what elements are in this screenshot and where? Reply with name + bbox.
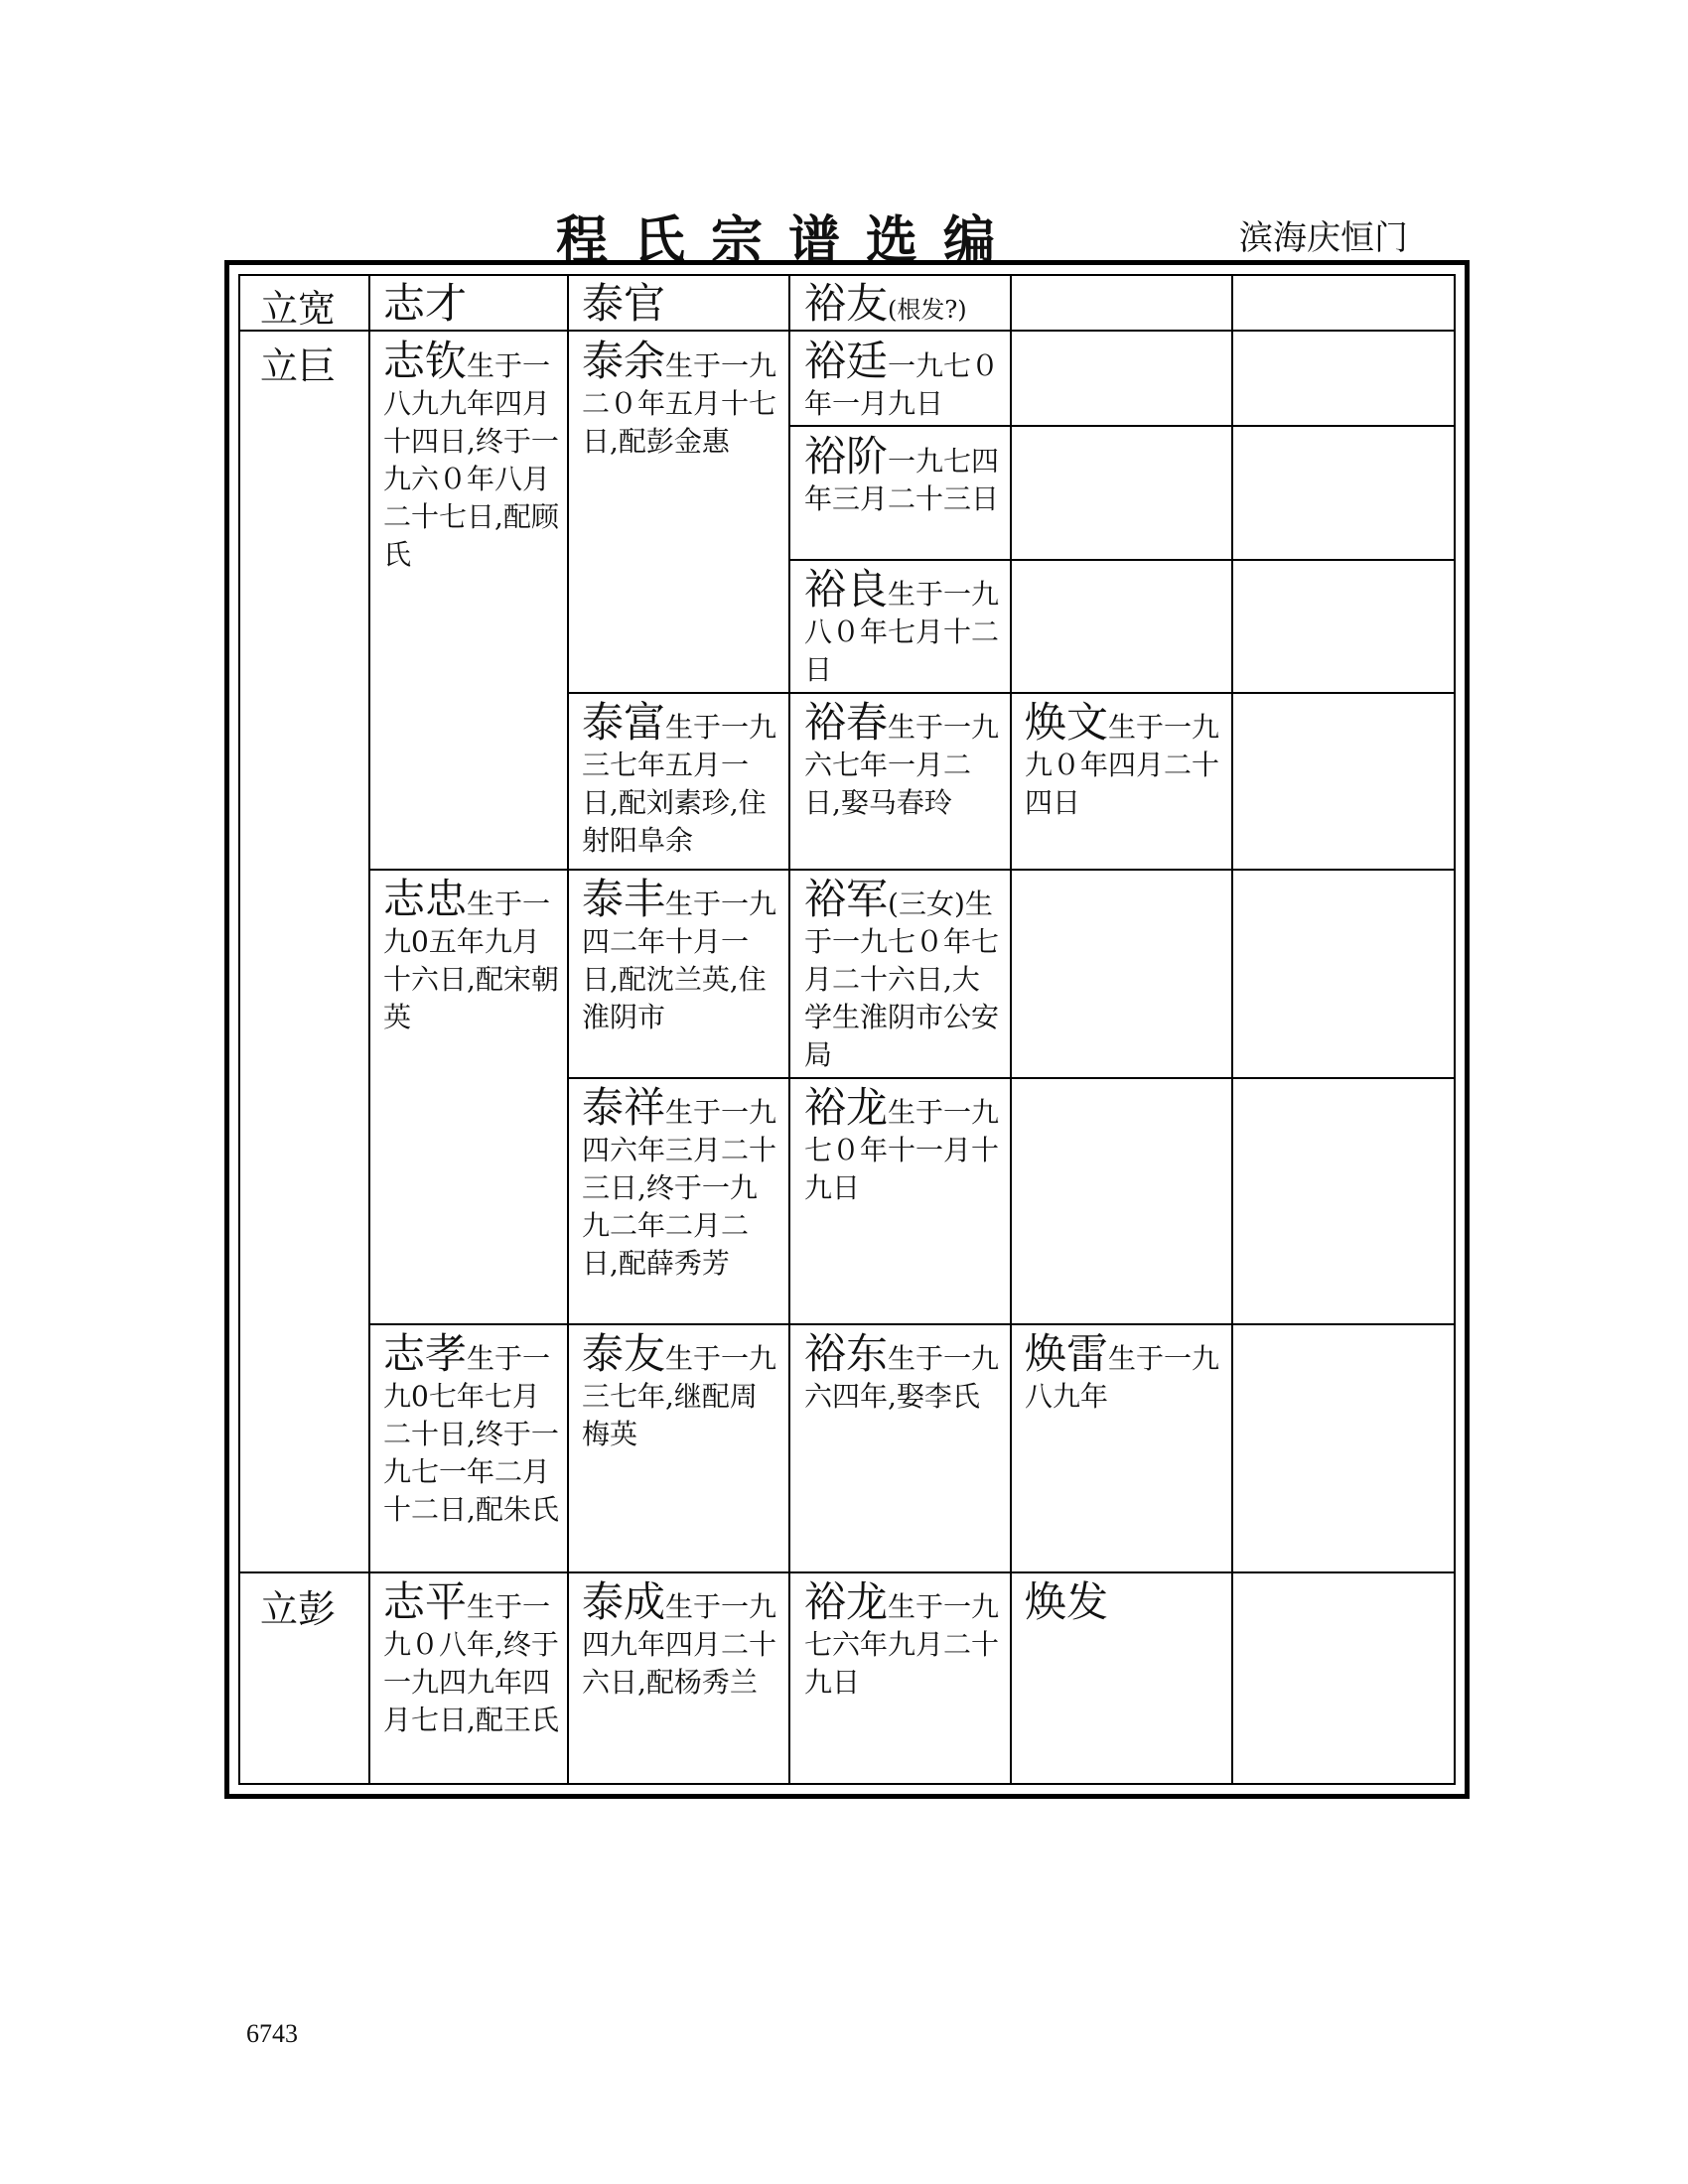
branch-name: 滨海庆恒门 bbox=[1239, 218, 1408, 258]
person-info: 生于一九三七年五月一日,配刘素珍,住射阳阜余 bbox=[582, 711, 777, 857]
column-divider bbox=[567, 274, 569, 1785]
row-divider bbox=[238, 1571, 1456, 1573]
person-cell bbox=[582, 1084, 780, 1283]
person-cell bbox=[383, 1330, 562, 1529]
person-cell bbox=[804, 338, 1003, 423]
person-name: 志才 bbox=[383, 279, 468, 328]
person-info: 生于一九七０年十一月十九日 bbox=[804, 1096, 1000, 1204]
row-divider bbox=[368, 1323, 1456, 1325]
person-cell bbox=[804, 566, 1003, 689]
person-name: 泰友 bbox=[582, 1329, 666, 1378]
person-name: 志平 bbox=[383, 1577, 468, 1626]
person-name: 志孝 bbox=[383, 1329, 468, 1378]
person-name: 焕文 bbox=[1025, 698, 1109, 747]
person-name: 泰成 bbox=[582, 1577, 666, 1626]
column-divider bbox=[1010, 274, 1012, 1785]
person-name: 裕良 bbox=[804, 565, 889, 614]
person-info: 生于一九九０年四月二十四日 bbox=[1025, 711, 1220, 819]
person-info: 生于一九０八年,终于一九四九年四月七日,配王氏 bbox=[383, 1590, 559, 1736]
generation-label: 立宽 bbox=[260, 287, 337, 331]
row-divider bbox=[788, 559, 1456, 561]
person-name: 泰丰 bbox=[582, 875, 666, 923]
person-cell bbox=[582, 699, 780, 860]
person-info: 生于一九0七年七月二十日,终于一九七一年二月十二日,配朱氏 bbox=[383, 1342, 559, 1526]
person-info: 生于一九六四年,娶李氏 bbox=[804, 1342, 1000, 1413]
person-name: 泰官 bbox=[582, 279, 666, 328]
person-info: 生于一九八九年 bbox=[1025, 1342, 1220, 1413]
person-info: 一九七四年三月二十三日 bbox=[804, 445, 1000, 515]
row-divider bbox=[567, 692, 1456, 694]
person-name: 泰富 bbox=[582, 698, 666, 747]
person-info: 一九七０年一月九日 bbox=[804, 349, 1000, 420]
person-name: 裕阶 bbox=[804, 432, 889, 480]
person-cell bbox=[383, 876, 562, 1036]
person-name: 裕军 bbox=[804, 875, 889, 923]
column-divider bbox=[368, 274, 370, 1785]
person-cell bbox=[804, 1330, 1003, 1416]
person-cell bbox=[804, 876, 1003, 1074]
person-info: 生于一九二０年五月十七日,配彭金惠 bbox=[582, 349, 777, 458]
person-cell bbox=[582, 876, 780, 1036]
person-info: 生于一九四六年三月二十三日,终于一九九二年二月二日,配薛秀芳 bbox=[582, 1096, 777, 1280]
person-name: 裕友 bbox=[804, 279, 889, 328]
person-name: 裕东 bbox=[804, 1329, 889, 1378]
header-cell bbox=[804, 280, 1008, 329]
person-cell bbox=[582, 1330, 780, 1453]
person-cell bbox=[383, 338, 562, 574]
person-name: 焕雷 bbox=[1025, 1329, 1109, 1378]
person-name: 志忠 bbox=[383, 875, 468, 923]
page-title: 程氏宗谱选编 bbox=[556, 210, 1022, 271]
generation-label: 立巨 bbox=[260, 344, 337, 388]
column-divider bbox=[788, 274, 790, 1785]
row-divider bbox=[238, 330, 1456, 332]
header-cell bbox=[383, 280, 562, 328]
header-cell bbox=[582, 280, 780, 328]
person-info: 生于一九六七年一月二日,娶马春玲 bbox=[804, 711, 1000, 819]
person-note: (根发?) bbox=[888, 296, 967, 324]
person-info: 生于一九0五年九月十六日,配宋朝英 bbox=[383, 887, 559, 1033]
generation-label: 立彭 bbox=[260, 1587, 337, 1631]
person-info: 生于一九三七年,继配周梅英 bbox=[582, 1342, 777, 1450]
person-info: 生于一九八０年七月十二日 bbox=[804, 578, 1000, 686]
person-info: 生于一八九九年四月十四日,终于一九六０年八月二十七日,配顾氏 bbox=[383, 349, 559, 571]
person-info: 生于一九四九年四月二十六日,配杨秀兰 bbox=[582, 1590, 777, 1699]
person-info: 生于一九七六年九月二十九日 bbox=[804, 1590, 1000, 1699]
person-name: 焕发 bbox=[1025, 1577, 1109, 1626]
person-name: 裕龙 bbox=[804, 1577, 889, 1626]
person-cell bbox=[804, 1578, 1003, 1702]
person-name: 志钦 bbox=[383, 337, 468, 385]
person-name: 裕龙 bbox=[804, 1083, 889, 1132]
person-name: 裕廷 bbox=[804, 337, 889, 385]
person-cell bbox=[804, 699, 1003, 822]
person-name: 泰余 bbox=[582, 337, 666, 385]
row-divider bbox=[368, 869, 1456, 871]
person-cell bbox=[1025, 699, 1223, 822]
person-cell bbox=[582, 338, 780, 461]
person-info: (三女)生于一九七０年七月二十六日,大学生淮阴市公安局 bbox=[804, 887, 1000, 1071]
person-cell bbox=[1025, 1578, 1223, 1626]
row-divider bbox=[567, 1077, 1456, 1079]
person-cell bbox=[804, 1084, 1003, 1207]
page-number: 6743 bbox=[246, 2019, 298, 2048]
person-cell bbox=[383, 1578, 562, 1739]
person-name: 裕春 bbox=[804, 698, 889, 747]
person-name: 泰祥 bbox=[582, 1083, 666, 1132]
column-divider bbox=[1231, 274, 1233, 1785]
person-cell bbox=[1025, 1330, 1223, 1416]
row-divider bbox=[788, 425, 1456, 427]
person-cell bbox=[582, 1578, 780, 1702]
person-info: 生于一九四二年十月一日,配沈兰英,住淮阴市 bbox=[582, 887, 777, 1033]
person-cell bbox=[804, 433, 1003, 518]
